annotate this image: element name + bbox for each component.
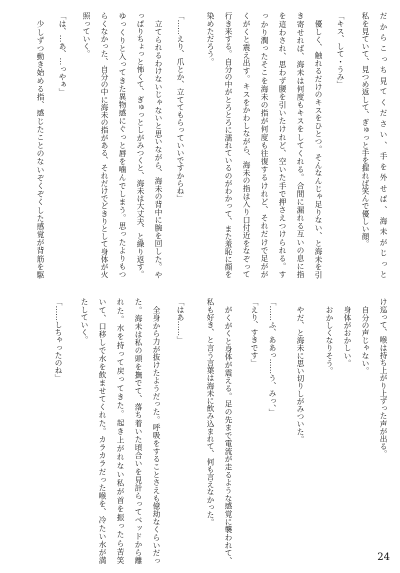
text-column: 行き来する。自分の中がとろとろに濡れているのがわかって、また羞恥に顔を bbox=[224, 12, 233, 278]
text-column: 立てられるわけないじゃないと思いながら、海未の背中に腕を回した。や bbox=[154, 19, 163, 278]
text-column: た。海未は私の頭を撫でて、落ち着いた頃合いを見計らってベッドから離 bbox=[134, 298, 143, 564]
text-column: 少しずつ動き始める指、感じたことのないぞくぞくした感覚が背筋を駆 bbox=[36, 19, 45, 278]
dialogue-column: 「……しちゃったのね」 bbox=[54, 298, 63, 382]
text-column: やだ、と海未に思い切りしがみついた。 bbox=[296, 305, 305, 443]
text-column: れた。水を持って戻ってきた。起き上がれない私が首を振ったら苦笑 bbox=[116, 298, 125, 564]
text-column: 染めただろう。 bbox=[206, 12, 215, 66]
text-column: き寄せれば、海未は何度もキスをしてくれる。合間に漏れる互いの息に指 bbox=[296, 12, 305, 278]
dialogue-column: 「……ふ、ああっ……う、みっ、」 bbox=[268, 298, 277, 416]
upper-text-block bbox=[31, 12, 392, 278]
text-column: 照っていく。 bbox=[82, 12, 91, 58]
dialogue-column: 「えり、すきです」 bbox=[250, 298, 259, 367]
page-number: 24 bbox=[377, 552, 390, 563]
text-column: たしていく。 bbox=[80, 298, 89, 344]
text-column: 自分の声じゃない。 bbox=[361, 305, 370, 374]
text-column: くがくと震え出す。キスをかわしながら、海未の指は入り口付近をなぞって bbox=[242, 12, 251, 278]
text-column: らくなかった、自分の中に海未の指がある、それだけでどきりとして身体が火 bbox=[100, 12, 109, 278]
text-column: 身体がおかしい。 bbox=[343, 305, 352, 367]
text-column: 優しく、触れるだけのキスをひとつ。そんなんじゃ足りない、と海未を引 bbox=[314, 19, 323, 278]
text-column: ゆっくりと入ってきた異物感にぐっと唇を噛んでしまう。思ったよりもつ bbox=[118, 12, 127, 278]
dialogue-column: 「はあ……」 bbox=[176, 298, 185, 344]
text-column: を這わされ、思わず腰を引いたけれど、空いた手で押さえつけられる。す bbox=[278, 12, 287, 278]
text-column: だからこっち見てください、手を外せば、海未がじっと bbox=[379, 12, 388, 278]
text-column: っかり潤ったそこを海未の指が何度も往復するけれど、それだけで足がが bbox=[260, 12, 269, 278]
dialogue-column: 「は、…あ、…っやぁ」 bbox=[58, 12, 67, 96]
text-column: っぱりちょっと怖くて、ぎゅっとしがみつくと、海未は大丈夫、と繰り返す。 bbox=[136, 12, 145, 278]
lower-text-block bbox=[49, 298, 392, 564]
dialogue-column: 「……えり、爪とか、立ててもらっていいですからね」 bbox=[176, 12, 185, 202]
text-column: おかしくなりそう。 bbox=[325, 305, 334, 374]
text-column: 私を見ていて、見つめ返して、ぎゅっと手を握れば笑んで優しい顔。 bbox=[361, 12, 370, 248]
text-column: いて、口移しで水を飲ませてくれた。カラカラだった喉を、冷たい水が満 bbox=[98, 298, 107, 564]
dialogue-column: 「キス、して・うみ」 bbox=[336, 12, 345, 88]
text-column: 私も好き、と言う言葉は海未に飲み込まれて、何も言えなかった。 bbox=[206, 298, 215, 526]
text-column: がくがくと身体が震える。足の先まで電流が走るような感覚に襲われて、 bbox=[224, 305, 233, 564]
text-column: け巡って、喉は持ち上がり上ずった声が出る。 bbox=[379, 298, 388, 458]
text-column: 全身から力が抜けたようだった。呼吸をすることさえも億劫なくらいだっ bbox=[152, 305, 161, 564]
